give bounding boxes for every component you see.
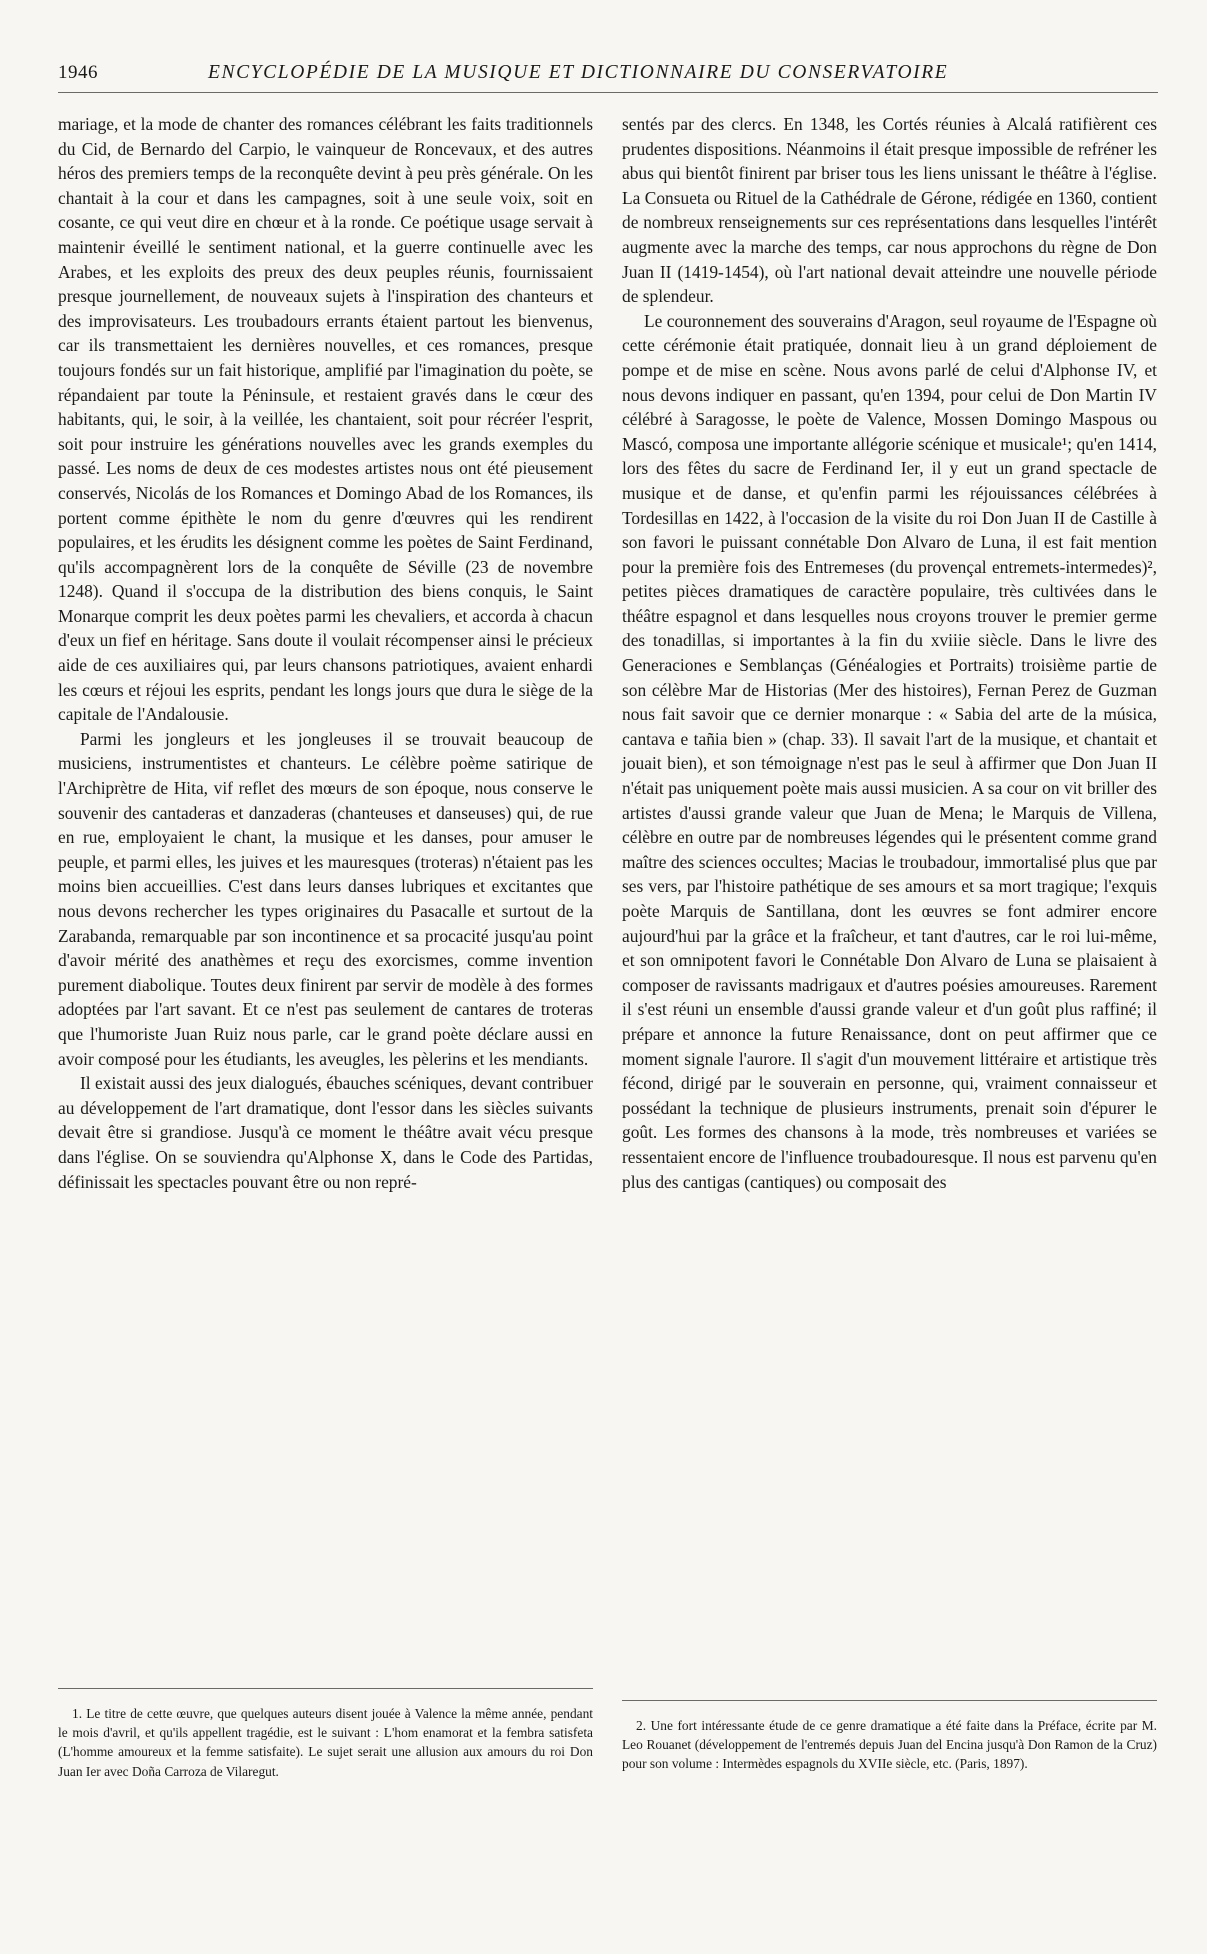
- paragraph: sentés par des clercs. En 1348, les Cortés réunies à Alcalá ratifièrent ces prudentes dispositions. Néanmoins il était presque impossible de refréner les abus qui bientôt finirent par briser tous les liens unissant le théâtre à l'église. La Consueta ou Rituel de la Cathédrale de Gérone, rédigée en 1360, contient de nombreux renseignements sur ces représentations dans lesquelles l'intérêt augmente avec la marche des temps, car nous approchons du règne de Don Juan II (1419-1454), où l'art national devait atteindre une nouvelle période de splendeur.: [622, 114, 1157, 307]
- right-column: [622, 112, 1157, 1194]
- page-number: 1946: [58, 62, 98, 83]
- paragraph: mariage, et la mode de chanter des romances célébrant les faits traditionnels du Cid, de Bernardo del Carpio, le vainqueur de Roncevaux, et des autres héros des premiers temps de la reconquête devint à peu près générale. On les chantait à la cour et dans les campagnes, soit à une seule voix, soit en cosante, ce qui veut dire en chœur et à la ronde. Ce poétique usage servait à maintenir éveillé le sentiment national, et la guerre continuelle avec les Arabes, et les exploits des preux des deux peuples réunis, fournissaient presque journellement, de nouveaux sujets à l'inspiration des chanteurs et des improvisateurs. Les troubadours errants étaient partout les bienvenus, car ils transmettaient les dernières nouvelles, et ces romances, presque toujours fondés sur un fait historique, amplifié par l'imagination du poète, se répandaient par toute la Péninsule, et restaient gravés dans le cœur des habitants, qui, le soir, à la veillée, les chantaient, soit pour récréer l'esprit, soit pour instruire les générations nouvelles avec les grands exemples du passé. Les noms de deux de ces modestes artistes nous ont été pieusement conservés, Nicolás de los Romances et Domingo Abad de los Romances, ils portent comme épithète le nom du genre d'œuvres qui les rendirent populaires, et les érudits les désignent comme les poètes de Saint Ferdinand, qu'ils accompagnèrent lors de la conquête de Séville (23 de novembre 1248). Quand il s'occupa de la distribution des biens conquis, le Saint Monarque comprit les deux poètes parmi les chevaliers, et accorda à chacun d'eux un fief en héritage. Sans doute il voulait récompenser ainsi le précieux aide de ces auxiliaires qui, par leurs chansons patriotiques, avaient enhardi les cœurs et réjoui les esprits, pendant les longs jours que dura le siège de la capitale de l'Andalousie.: [58, 114, 593, 725]
- footnote-text: 1. Le titre de cette œuvre, que quelques auteurs disent jouée à Valence la même année, pendant le mois d'avril, et qu'ils appellent tragédie, est le suivant : L'hom enamorat et la fembra satisfeta (L'homme amoureux et la femme satisfaite). Le sujet serait une allusion aux amours du roi Don Juan Ier avec Doña Carroza de Vilaregut.: [58, 1706, 593, 1779]
- left-column: [58, 112, 593, 1194]
- footnote-1: [58, 1704, 593, 1781]
- footnote-divider: [622, 1700, 1157, 1701]
- footnote-text: 2. Une fort intéressante étude de ce genre dramatique a été faite dans la Préface, écrite par M. Leo Rouanet (développement de l'entremés depuis Juan del Encina jusqu'à Don Ramon de la Cruz) pour son volume : Intermèdes espagnols du XVIIe siècle, etc. (Paris, 1897).: [622, 1718, 1157, 1772]
- footnote-2: [622, 1716, 1157, 1774]
- running-title: ENCYCLOPÉDIE DE LA MUSIQUE ET DICTIONNAIRE DU CONSERVATOIRE: [208, 62, 949, 83]
- paragraph: Le couronnement des souverains d'Aragon, seul royaume de l'Espagne où cette cérémonie était pratiquée, donnait lieu à un grand déploiement de pompe et de mise en scène. Nous avons parlé de celui d'Alphonse IV, et nous devons indiquer en passant, qu'en 1394, pour celui de Don Martin IV célébré à Saragosse, le poète de Valence, Mossen Domingo Maspous ou Mascó, composa une importante allégorie scénique et musicale¹; qu'en 1414, lors des fêtes du sacre de Ferdinand Ier, il y eut un grand spectacle de musique et de danse, et qu'enfin parmi les réjouissances célébrées à Tordesillas en 1422, à l'occasion de la visite du roi Don Juan II de Castille à son favori le puissant connétable Don Alvaro de Luna, il est fait mention pour la première fois des Entremeses (du provençal entremets-intermedes)², petites pièces dramatiques de caractère populaire, très cultivées dans le théâtre espagnol et dans lesquelles nous croyons trouver le premier germe des tonadillas, si importantes à la fin du xviiie siècle. Dans le livre des Generaciones e Semblanças (Généalogies et Portraits) troisième partie de son célèbre Mar de Historias (Mer des histoires), Fernan Perez de Guzman nous fait savoir que ce dernier monarque : « Sabia del arte de la música, cantava e tañia bien » (chap. 33). Il savait l'art de la musique, et chantait et jouait bien), et son témoignage n'est pas le seul à affirmer que Don Juan II n'était pas uniquement poète mais aussi musicien. A sa cour on vit briller des artistes d'aussi grande valeur que Juan de Mena; le Marquis de Villena, célèbre en outre par de nombreuses légendes qui le présentent comme grand maître des sciences occultes; Macias le troubadour, immortalisé plus que par ses vers, par l'histoire pathétique de ses amours et sa mort tragique; l'exquis poète Marquis de Santillana, dont les œuvres se font admirer encore aujourd'hui par la grâce et la fraîcheur, et tant d'autres, car le roi lui-même, et son omnipotent favori le Connétable Don Alvaro de Luna se plaisaient à composer de ravissants madrigaux et d'autres poésies amoureuses. Rarement il s'est réuni un ensemble d'aussi grande valeur et d'un goût plus raffiné; il prépare et annonce la future Renaissance, dont on peut affirmer que ce moment signale l'aurore. Il s'agit d'un mouvement littéraire et artistique très fécond, dirigé par le souverain en personne, qui, vraiment connaisseur et possédant la technique de plusieurs instruments, prenait soin d'épurer le goût. Les formes des chansons à la mode, très nombreuses et variées se ressentaient encore de l'influence troubadouresque. Il nous est parvenu qu'en plus des cantigas (cantiques) ou composait des: [622, 310, 1157, 1192]
- running-header: [58, 62, 1158, 93]
- paragraph: Parmi les jongleurs et les jongleuses il se trouvait beaucoup de musiciens, instrumentistes et chanteurs. Le célèbre poème satirique de l'Archiprètre de Hita, vif reflet des mœurs de son époque, nous conserve le souvenir des cantaderas et danzaderas (chanteuses et danseuses) qui, de rue en rue, employaient le chant, la musique et les danses, pour amuser le peuple, et parmi elles, les juives et les mauresques (troteras) n'étaient pas les moins bien accueillies. C'est dans leurs danses lubriques et excitantes que nous devons rechercher les types originaires du Pasacalle et surtout de la Zarabanda, remarquable par son incontinence et sa procacité jusqu'au point d'avoir mérité des anathèmes et reçu des exorcismes, comme invention purement diabolique. Toutes deux finirent par servir de modèle à des formes adoptées par l'art savant. Et ce n'est pas seulement de cantares de troteras que l'humoriste Juan Ruiz nous parle, car le grand poète déclare aussi en avoir composé pour les étudiants, les aveugles, les pèlerins et les mendiants.: [58, 728, 593, 1069]
- paragraph: Il existait aussi des jeux dialogués, ébauches scéniques, devant contribuer au développement de l'art dramatique, dont l'essor dans les siècles suivants devait être si grandiose. Jusqu'à ce moment le théâtre avait vécu presque dans l'église. On se souviendra qu'Alphonse X, dans le Code des Partidas, définissait les spectacles pouvant être ou non repré-: [58, 1073, 593, 1192]
- footnote-divider: [58, 1688, 593, 1689]
